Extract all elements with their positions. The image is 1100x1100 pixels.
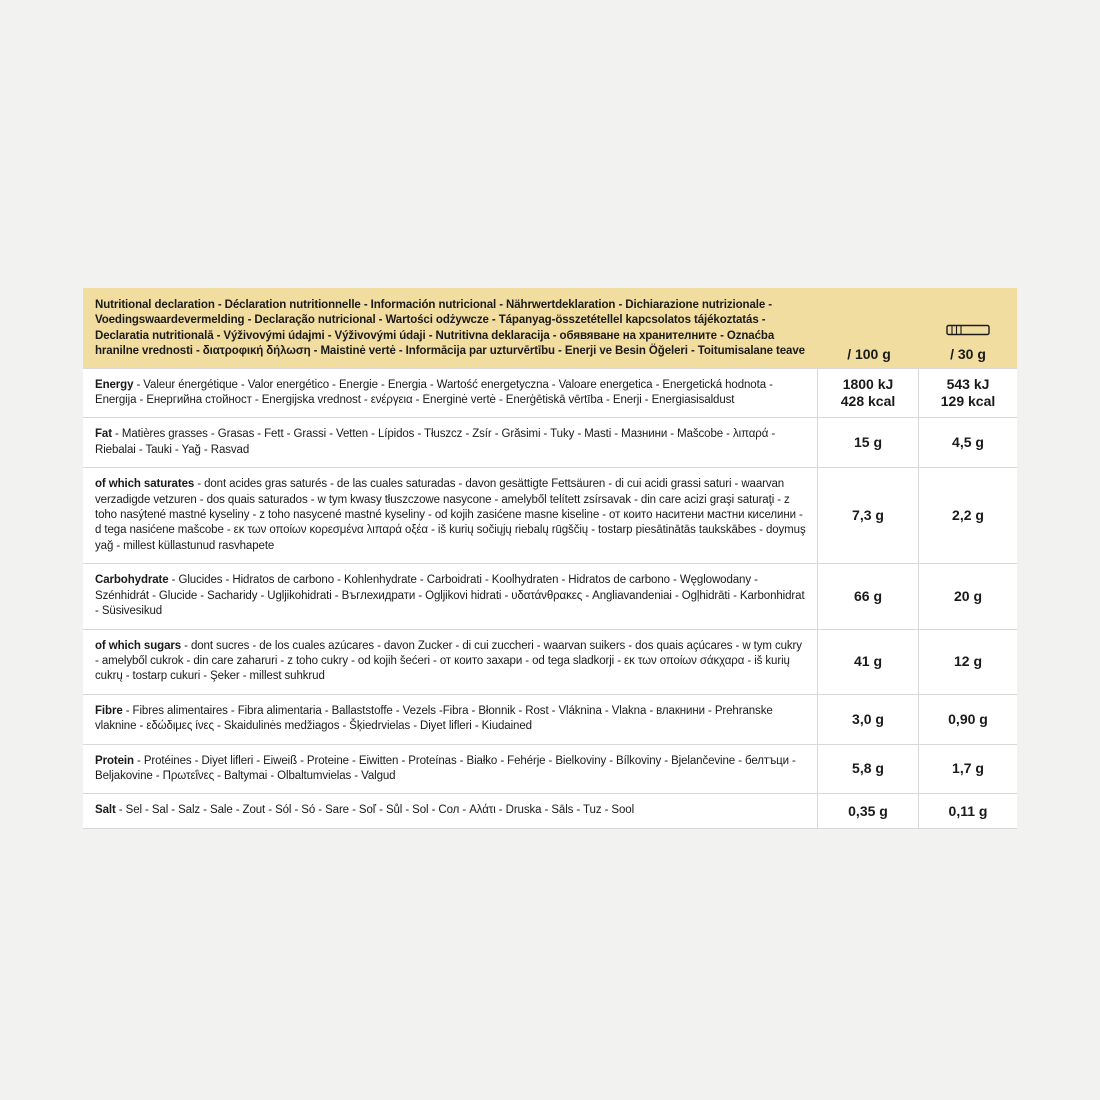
nutrient-translations-protein: - Protéines - Diyet lifleri - Eiweiß - Proteine - Eiwitten - Proteínas - Białko - Fehérje - Bielkoviny - Bílkoviny - Bjelančevine - белтъци - Beljakovine - Πρωτεΐνες - Baltymai - Olbaltumvielas - Valgud: [95, 754, 796, 782]
table-row: [83, 629, 1017, 694]
carbohydrate-per-100g: 66 g: [818, 564, 919, 628]
fibre-per-30g: 0,90 g: [948, 710, 988, 727]
nutrient-label-salt: [83, 794, 818, 827]
table-row: [83, 694, 1017, 744]
nutrient-translations-fibre: - Fibres alimentaires - Fibra alimentaria - Ballaststoffe - Vezels -Fibra - Błonnik - Rost - Vláknina - Vlakna - влакнини - Prehranske vlaknine - εδώδιμες ίνες - Skaidulinės medžiagos - Šķiedrvielas - Diyet lifleri - Kiudained: [95, 704, 773, 733]
nutrition-declaration-panel: [83, 288, 1017, 829]
nutrient-translations-sugars: - dont sucres - de los cuales azúcares - davon Zucker - di cui zuccheri - waarvan suikers - dos quais açúcares - w tym cukry - amelyből cukrok - din care zaharuri - z toho cukry - od kojih šećeri - от които захари - od tega sladkorji - εκ των οποίων σάκχαρα - iš kurių cukrų - tostarp cukuri - Şeker - millest suhkrud: [95, 639, 802, 683]
nutrient-translations-fat: - Matières grasses - Grasas - Fett - Grassi - Vetten - Lípidos - Tłuszcz - Zsír - Grăsimi - Tuky - Masti - Мазнини - Mašcobe - λιπαρά - Riebalai - Tauki - Yağ - Rasvad: [95, 428, 776, 456]
protein-per-100g: 5,8 g: [818, 745, 919, 794]
table-row: [83, 563, 1017, 628]
table-row: [83, 368, 1017, 418]
nutrition-table-header: [83, 288, 1017, 368]
column-label-per-30g: / 30 g: [950, 345, 986, 362]
nutrient-name-sugars: of which sugars: [95, 639, 182, 652]
nutrient-translations-salt: - Sel - Sal - Salz - Sale - Zout - Sól - Só - Sare - Soľ - Sůl - Sol - Сол - Αλάτι - Druska - Sāls - Tuz - Sool: [115, 804, 635, 817]
saturates-per-100g: 7,3 g: [818, 468, 919, 563]
fibre-per-100g: 3,0 g: [818, 695, 919, 744]
nutrient-name-protein: Protein: [95, 754, 134, 767]
nutrition-declaration-title: Nutritional declaration - Déclaration nutritionnelle - Información nutricional - Nährwertdeklaration - Dichiarazione nutrizionale - Voedingswaardevermelding - Declaração nutricional - Wartości odżywcze - Tápanyag-összetétellel kapcsolatos tájékoztatás - Declaratia nutritionalā - Výživovými údajmi - Výživovými údaji - Nutritivna deklaracija - обявяване на хранителните - Oznaćba hranilne vrednosti - διατροφική δήλωση - Maistinė vertė - Informācija par uzturvērtību - Enerji ve Besin Öğeleri - Toitumisalane teave: [95, 299, 805, 358]
energy-per-100g: [818, 369, 919, 418]
sugars-per-100g: 41 g: [818, 630, 919, 694]
table-row: [83, 744, 1017, 794]
nutrient-label-protein: [83, 745, 818, 794]
fat-per-30g: 4,5 g: [952, 434, 984, 451]
nutrient-translations-energy: - Valeur énergétique - Valor energético - Energie - Energia - Wartość energetyczna - Valoare energetica - Energetická hodnota - Energija - Енергийна стойност - Energijska vrednost - ενέργεια - Energinė vertė - Enerģētiskā vērtība - Enerji - Energiasisaldust: [95, 378, 773, 407]
table-row: [83, 417, 1017, 467]
nutrient-translations-carbohydrate: - Glucides - Hidratos de carbono - Kohlenhydrate - Carboidrati - Koolhydraten - Hidratos de carbono - Węglowodany - Szénhidrát - Glucide - Sacharidy - Ugljikohidrati - Въглехидрати - Ogljikovi hidrati - υδατάνθρακες - Angliavandeniai - Ogļhidrāti - Karbonhidrat - Süsivesikud: [95, 574, 805, 618]
protein-per-30g: 1,7 g: [952, 760, 984, 777]
header-column-per-100g: [819, 288, 919, 368]
energy-kj-100g: 1800 kJ: [842, 376, 894, 393]
nutrient-label-fibre: [83, 695, 818, 744]
nutrient-name-fibre: Fibre: [95, 704, 123, 717]
saturates-per-30g: 2,2 g: [952, 507, 984, 524]
bar-portion-icon: [946, 321, 990, 339]
nutrient-name-carbohydrate: Carbohydrate: [95, 574, 169, 587]
nutrient-name-fat: Fat: [95, 428, 112, 441]
column-label-per-100g: / 100 g: [847, 345, 891, 362]
nutrient-label-carbohydrate: [83, 564, 818, 628]
nutrient-label-fat: [83, 418, 818, 467]
energy-kcal-100g: 428 kcal: [840, 393, 896, 410]
energy-kj-30g: 543 kJ: [946, 376, 990, 393]
carbohydrate-per-30g: 20 g: [953, 587, 982, 604]
nutrient-label-sugars: [83, 630, 818, 694]
fat-per-100g: 15 g: [818, 418, 919, 467]
sugars-per-30g: 12 g: [953, 653, 982, 670]
nutrient-translations-saturates: - dont acides gras saturés - de las cuales saturadas - davon gesättigte Fettsäuren - di cui acidi grassi saturi - waarvan verzadigde vetzuren - dos quais saturados - w tym kwasy tłuszczowe nasycone - amelyből telített zsírsavak - din care acizi graşi saturaţi - z toho nasýtené mastné kyseliny - z toho nasycené mastné kyseliny - od kojih zasićene masne kiseline - от които наситени мастни киселини - d tega nasićene mašcobe - εκ των οποίων κορεσμένα λιπαρά οξέα - iš kurių sočiųjų riebalų rūgščių - tostarp piesātinātās taukskābes - doymuş yağ - millest küllastunud rasvhapete: [95, 478, 806, 552]
nutrient-label-energy: [83, 369, 818, 418]
energy-per-30g: [919, 369, 1017, 418]
header-column-per-30g: [919, 288, 1017, 368]
salt-per-30g: 0,11 g: [948, 802, 988, 819]
energy-kcal-30g: 129 kcal: [940, 393, 996, 410]
nutrient-label-saturates: [83, 468, 818, 563]
nutrient-name-saturates: of which saturates: [95, 478, 195, 491]
table-row: [83, 467, 1017, 563]
salt-per-100g: 0,35 g: [818, 794, 919, 827]
nutrient-name-salt: Salt: [95, 804, 116, 817]
table-row: [83, 793, 1017, 828]
nutrient-name-energy: Energy: [95, 378, 134, 391]
